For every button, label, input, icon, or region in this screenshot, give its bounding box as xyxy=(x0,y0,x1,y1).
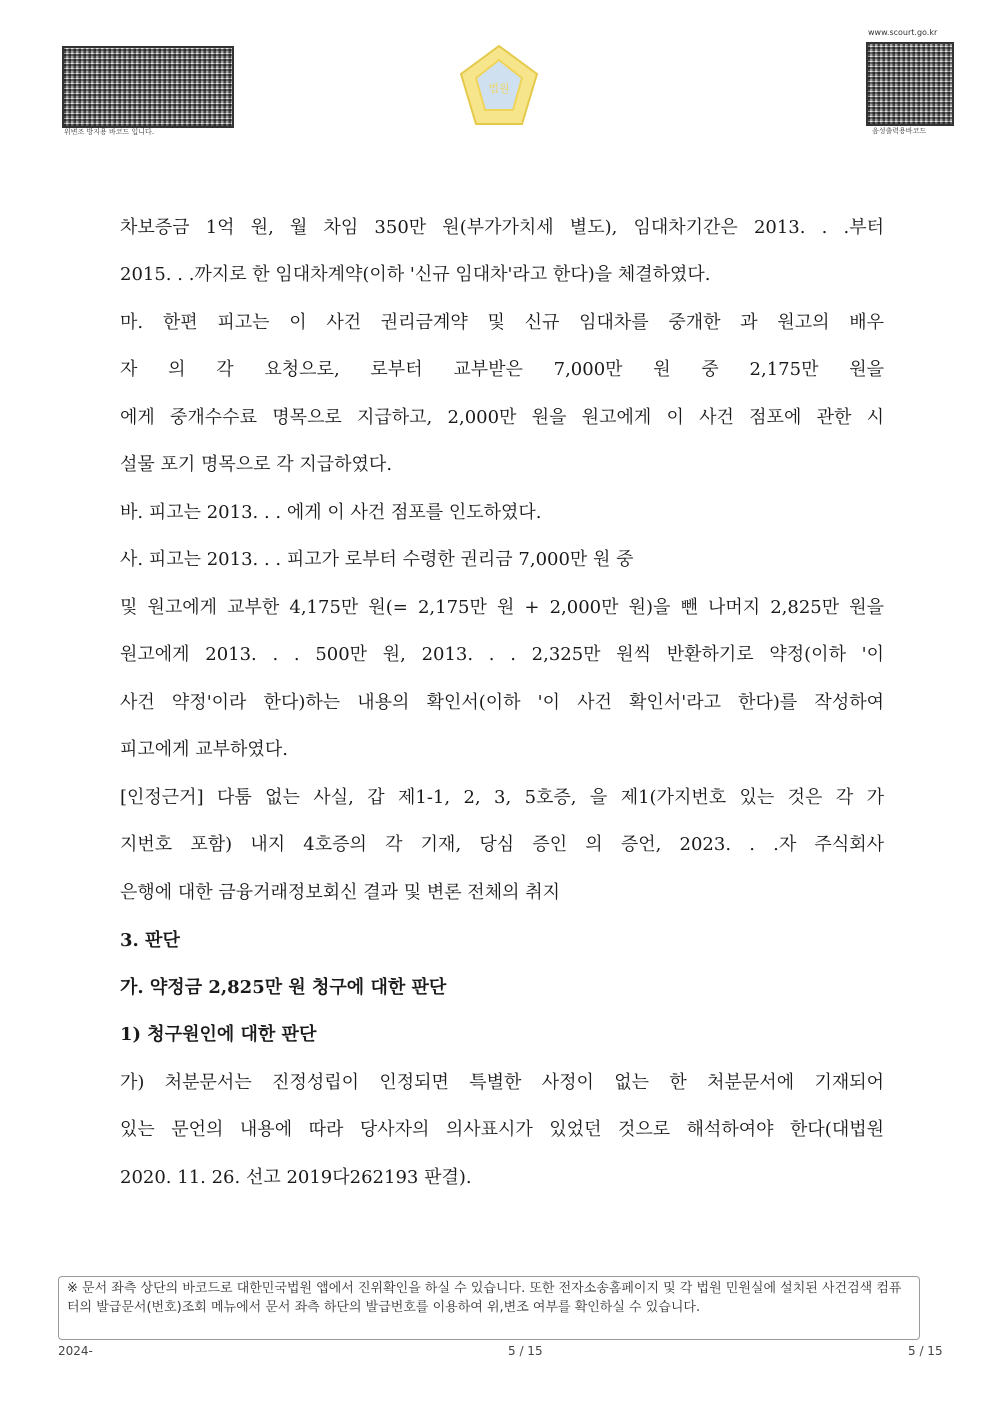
verification-notice: ※ 문서 좌측 상단의 바코드로 대한민국법원 앱에서 진위확인을 하실 수 있습니다. 또한 전자소송홈페이지 및 각 법원 민원실에 설치된 사건검색 컴퓨터의 발급문서(번호)조회 메뉴에서 문서 좌측 하단의 발급번호를 이용하여 위,변조 여부를 확인하실 수 있습니다. xyxy=(58,1276,920,1340)
body-line: 피고에게 교부하였다. xyxy=(120,739,288,760)
page-number-right: 5 / 15 xyxy=(908,1344,943,1358)
body-line: [인정근거] 다툼 없는 사실, 갑 제1-1, 2, 3, 5호증, 을 제1(가지번호 있는 것은 각 가 xyxy=(120,787,884,808)
body-line: 2020. 11. 26. 선고 2019다262193 판결). xyxy=(120,1167,472,1188)
body-line: 가) 처분문서는 진정성립이 인정되면 특별한 사정이 없는 한 처분문서에 기재되어 xyxy=(120,1072,884,1093)
body-line: 마. 한편 피고는 이 사건 권리금계약 및 신규 임대차를 중개한 과 원고의 배우 xyxy=(120,312,884,333)
body-line: 지번호 포함) 내지 4호증의 각 기재, 당심 증인 의 증언, 2023. . .자 주식회사 xyxy=(120,834,884,855)
body-line: 자 의 각 요청으로, 로부터 교부받은 7,000만 원 중 2,175만 원을 xyxy=(120,359,884,380)
body-line: 사. 피고는 2013. . . 피고가 로부터 수령한 권리금 7,000만 원 중 xyxy=(120,549,634,570)
subsection-heading: 1) 청구원인에 대한 판단 xyxy=(120,1024,317,1045)
page-number-center: 5 / 15 xyxy=(508,1344,543,1358)
section-heading: 3. 판단 xyxy=(120,930,180,951)
court-site-url: www.scourt.go.kr xyxy=(868,28,938,37)
body-line: 원고에게 2013. . . 500만 원, 2013. . . 2,325만 원씩 반환하기로 약정(이하 '이 xyxy=(120,644,884,665)
emblem-label: 법원 xyxy=(488,82,510,95)
body-line: 바. 피고는 2013. . . 에게 이 사건 점포를 인도하였다. xyxy=(120,502,542,523)
anti-forgery-barcode-caption: 위변조 방지용 바코드 입니다. xyxy=(64,128,155,136)
body-line: 2015. . .까지로 한 임대차계약(이하 '신규 임대차'라고 한다)을 체결하였다. xyxy=(120,264,711,285)
voice-output-barcode xyxy=(866,42,954,126)
subsection-heading: 가. 약정금 2,825만 원 청구에 대한 판단 xyxy=(120,977,447,998)
body-line: 차보증금 1억 원, 월 차임 350만 원(부가가치세 별도), 임대차기간은 2013. . .부터 xyxy=(120,217,884,238)
body-line: 은행에 대한 금융거래정보회신 결과 및 변론 전체의 취지 xyxy=(120,882,560,903)
body-line: 사건 약정'이라 한다)하는 내용의 확인서(이하 '이 사건 확인서'라고 한다)를 작성하여 xyxy=(120,692,884,713)
body-line: 설물 포기 명목으로 각 지급하였다. xyxy=(120,454,393,475)
anti-forgery-barcode xyxy=(62,46,234,128)
issue-number: 2024- xyxy=(58,1344,93,1358)
voice-output-barcode-caption: 음성출력용바코드 xyxy=(872,127,927,135)
body-line: 있는 문언의 내용에 따라 당사자의 의사표시가 있었던 것으로 해석하여야 한다(대법원 xyxy=(120,1119,884,1140)
court-emblem-icon xyxy=(458,44,540,130)
body-line: 및 원고에게 교부한 4,175만 원(= 2,175만 원 + 2,000만 원)을 뺀 나머지 2,825만 원을 xyxy=(120,597,884,618)
body-line: 에게 중개수수료 명목으로 지급하고, 2,000만 원을 원고에게 이 사건 점포에 관한 시 xyxy=(120,407,884,428)
